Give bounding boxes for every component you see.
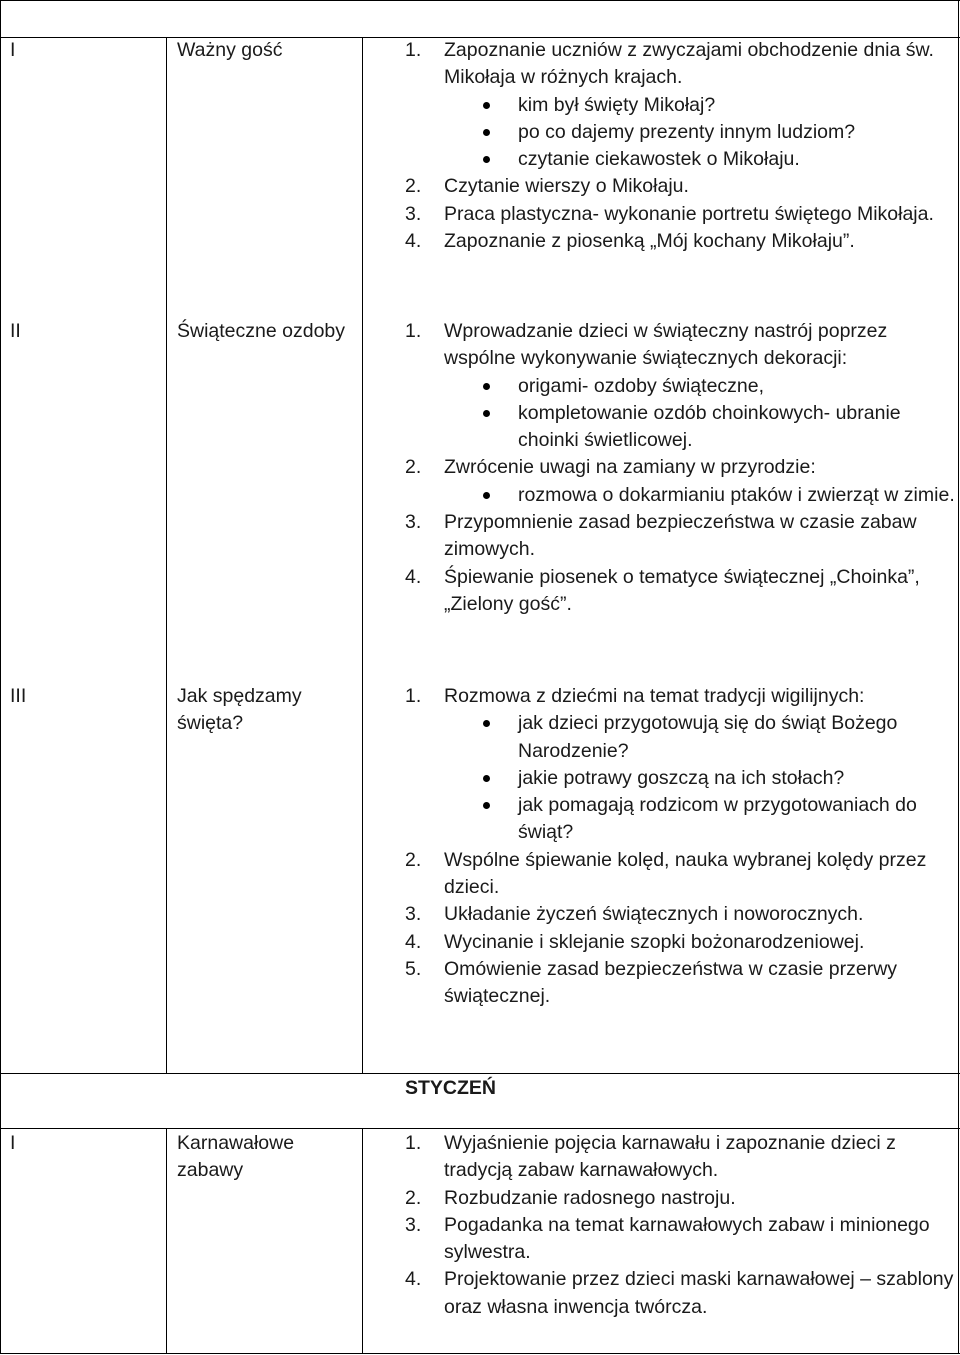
bullet-list — [405, 710, 955, 846]
table-left-border — [0, 0, 1, 1354]
item-number: 1. — [405, 320, 422, 342]
item-number: 4. — [405, 930, 422, 953]
row-topic: Świąteczne ozdoby — [177, 320, 346, 342]
bullet-list — [405, 482, 955, 509]
list-item — [405, 318, 955, 373]
item-text: Układanie życzeń świątecznych i noworocznych. — [444, 903, 864, 926]
row-content — [405, 37, 955, 255]
item-number: 2. — [405, 456, 422, 479]
row-content — [405, 683, 955, 1011]
bullet-item: kompletowanie ozdób choinkowych- ubranie choinki świetlicowej. — [405, 400, 955, 455]
row-number: I — [10, 1132, 16, 1154]
item-text: Czytanie wierszy o Mikołaju. — [444, 175, 689, 198]
list-item — [405, 683, 955, 710]
item-text: Pogadanka na temat karnawałowych zabaw i minionego sylwestra. — [444, 1213, 930, 1264]
item-number: 2. — [405, 848, 422, 871]
item-text: Zwrócenie uwagi na zamiany w przyrodzie: — [444, 456, 816, 479]
item-number: 1. — [405, 1132, 422, 1154]
item-text: Wprowadzanie dzieci w świąteczny nastrój poprzez wspólne wykonywanie świątecznych dekoracji: — [444, 320, 888, 370]
item-number: 3. — [405, 511, 422, 534]
bullet-list — [405, 373, 955, 455]
bullet-item: jak dzieci przygotowują się do świąt Bożego Narodzenie? — [405, 710, 955, 765]
item-text: Wycinanie i sklejanie szopki bożonarodzeniowej. — [444, 930, 865, 953]
item-number: 5. — [405, 957, 422, 980]
item-text: Rozmowa z dziećmi na temat tradycji wigilijnych: — [444, 685, 865, 707]
list-item — [405, 201, 955, 228]
list-item — [405, 1212, 955, 1267]
row-topic: Karnawałowe zabawy — [177, 1132, 295, 1182]
bullet-item: kim był święty Mikołaj? — [405, 92, 955, 119]
bullet-item: jak pomagają rodzicom w przygotowaniach do świąt? — [405, 792, 955, 847]
item-number: 2. — [405, 175, 422, 198]
list-item — [405, 956, 955, 1011]
item-text: Zapoznanie uczniów z zwyczajami obchodzenie dnia św. Mikołaja w różnych krajach. — [444, 39, 934, 89]
list-item — [405, 454, 955, 481]
bullet-list — [405, 92, 955, 174]
list-item — [405, 37, 955, 92]
bullet-item: czytanie ciekawostek o Mikołaju. — [405, 146, 955, 173]
list-item — [405, 1130, 955, 1185]
list-item — [405, 1266, 955, 1321]
list-item — [405, 929, 955, 956]
item-number: 3. — [405, 1213, 422, 1236]
row-topic: Jak spędzamy święta? — [177, 685, 302, 735]
item-number: 1. — [405, 685, 422, 707]
item-text: Rozbudzanie radosnego nastroju. — [444, 1186, 736, 1209]
column-divider — [166, 1128, 167, 1353]
bullet-item: jakie potrawy goszczą na ich stołach? — [405, 765, 955, 792]
list-item — [405, 173, 955, 200]
bullet-item: po co dajemy prezenty innym ludziom? — [405, 119, 955, 146]
row-content — [405, 1130, 955, 1321]
row-content — [405, 318, 955, 618]
row-number: II — [10, 320, 21, 342]
list-item — [405, 509, 955, 564]
column-divider — [362, 1128, 363, 1353]
row-divider — [0, 1073, 960, 1074]
item-text: Omówienie zasad bezpieczeństwa w czasie przerwy świątecznej. — [444, 957, 898, 1008]
month-heading: STYCZEŃ — [405, 1077, 497, 1099]
bullet-item: rozmowa o dokarmianiu ptaków i zwierząt w zimie. — [405, 482, 955, 509]
list-item — [405, 564, 955, 619]
row-number: I — [10, 39, 16, 61]
list-item — [405, 1185, 955, 1212]
item-number: 1. — [405, 39, 422, 61]
list-item — [405, 901, 955, 928]
item-text: Wyjaśnienie pojęcia karnawału i zapoznanie dzieci z tradycją zabaw karnawałowych. — [444, 1132, 896, 1182]
row-topic: Ważny gość — [177, 39, 283, 61]
list-item — [405, 847, 955, 902]
item-number: 3. — [405, 202, 422, 225]
table-bottom-border — [0, 1353, 960, 1354]
row-number: III — [10, 685, 27, 707]
item-text: Zapoznanie z piosenką „Mój kochany Mikołaju”. — [444, 230, 855, 253]
table-right-border — [958, 0, 959, 1354]
item-number: 4. — [405, 230, 422, 253]
item-number: 4. — [405, 1268, 422, 1291]
column-divider — [362, 37, 363, 1073]
item-text: Wspólne śpiewanie kolęd, nauka wybranej kolędy przez dzieci. — [444, 848, 927, 899]
row-divider — [0, 1128, 960, 1129]
item-number: 2. — [405, 1186, 422, 1209]
item-text: Praca plastyczna- wykonanie portretu świętego Mikołaja. — [444, 202, 934, 225]
column-divider — [166, 37, 167, 1073]
list-item — [405, 228, 955, 255]
item-text: Projektowanie przez dzieci maski karnawałowej – szablony oraz własna inwencja twórcza. — [444, 1268, 954, 1318]
table-top-border — [0, 0, 960, 1]
item-text: Śpiewanie piosenek o tematyce świątecznej „Choinka”, „Zielony gość”. — [444, 565, 920, 615]
bullet-item: origami- ozdoby świąteczne, — [405, 373, 955, 400]
item-number: 4. — [405, 565, 422, 588]
item-text: Przypomnienie zasad bezpieczeństwa w czasie zabaw zimowych. — [444, 511, 917, 561]
item-number: 3. — [405, 903, 422, 926]
